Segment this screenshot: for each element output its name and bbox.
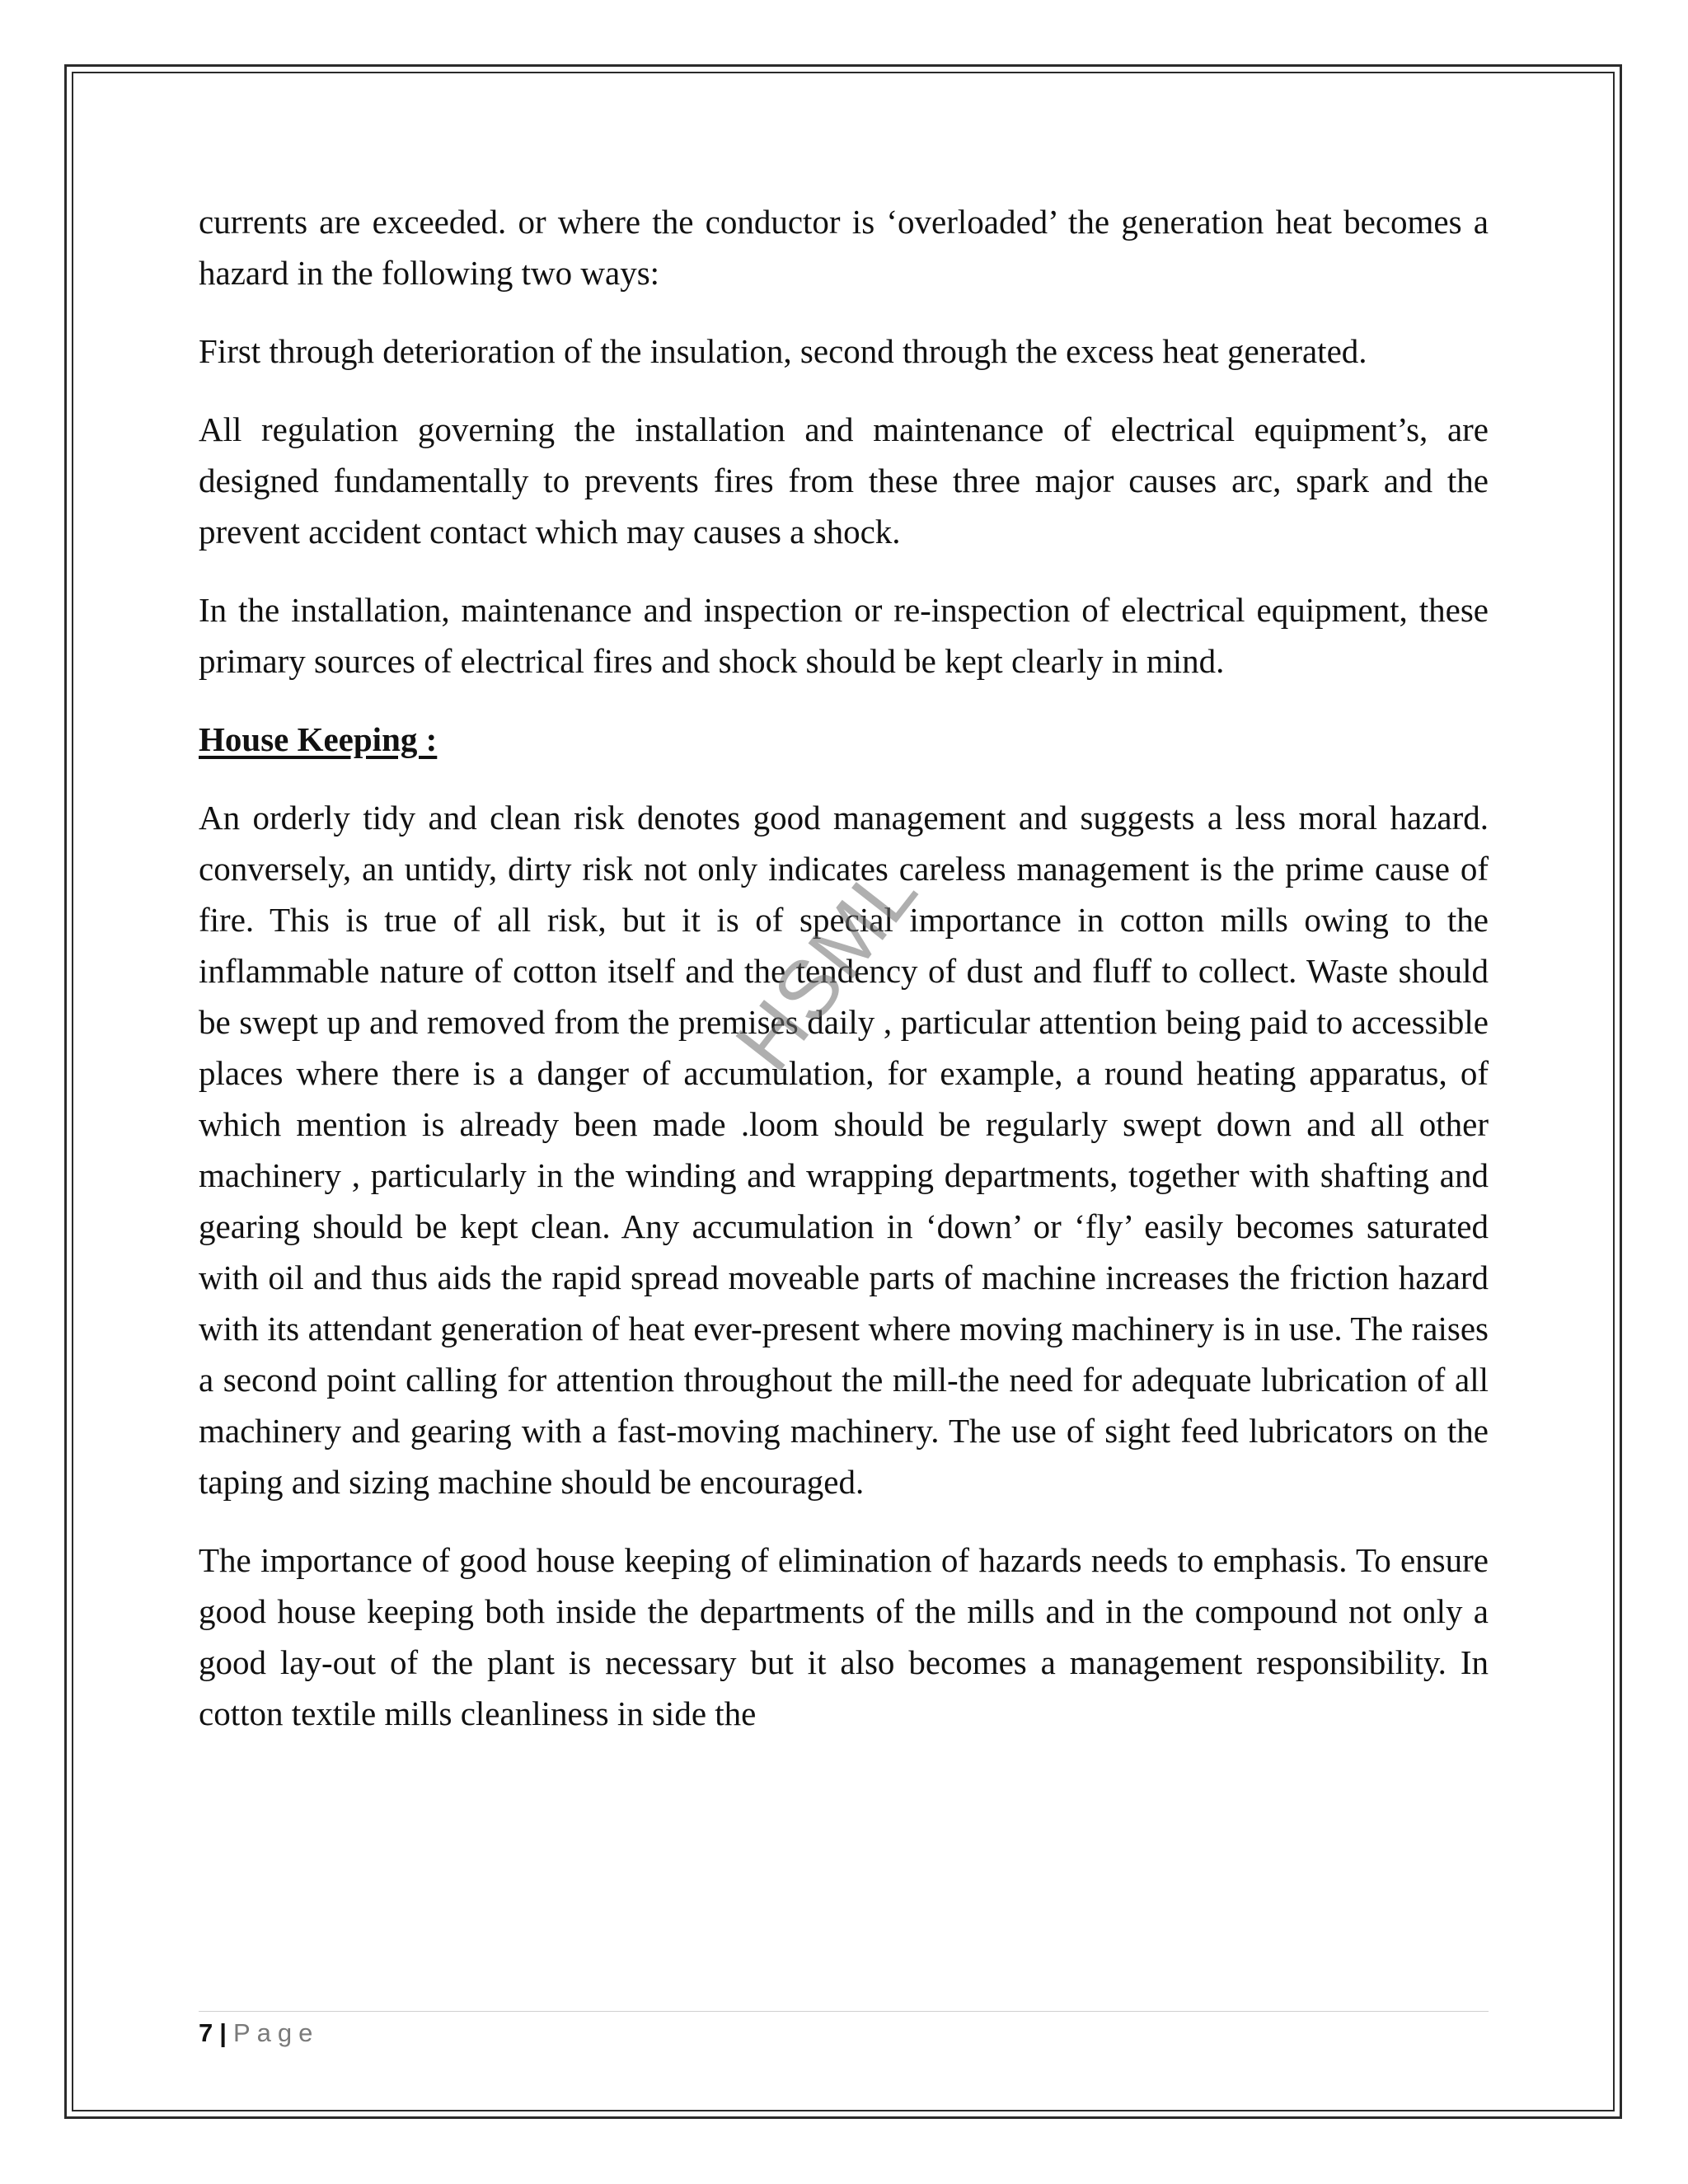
paragraph-inspection: In the installation, maintenance and inspection or re-inspection of electrical equipment, these primary sources of electrical fires and shock should be kept clearly in mind. bbox=[199, 591, 1489, 680]
section-heading-house-keeping: House Keeping : bbox=[199, 720, 438, 758]
page-number: 7 bbox=[199, 2018, 213, 2047]
footer-separator: | bbox=[219, 2018, 227, 2047]
paragraph-regulation: All regulation governing the installation and maintenance of electrical equipment’s, are designed fundamentally to prevents fires from these three major causes arc, spark and the prevent accident contact which may causes a shock. bbox=[199, 410, 1489, 551]
watermark: HSML bbox=[717, 845, 936, 1088]
paragraph-importance: The importance of good house keeping of elimination of hazards needs to emphasis. To ensure good house keeping both inside the departments of the mills and in the compound not only a good lay-out of the plant is necessary but it also becomes a management responsibility. In cotton textile mills cleanliness in side the bbox=[199, 1541, 1489, 1732]
page-label: Page bbox=[232, 2018, 320, 2047]
document-body bbox=[199, 196, 1489, 1766]
paragraph-deterioration: First through deterioration of the insulation, second through the excess heat generated. bbox=[199, 332, 1367, 370]
paragraph-overload: currents are exceeded. or where the conductor is ‘overloaded’ the generation heat becomes a hazard in the following two ways: bbox=[199, 203, 1489, 292]
paragraph-house-keeping: An orderly tidy and clean risk denotes good management and suggests a less moral hazard. conversely, an untidy, dirty risk not only indicates careless management is the prime cause of fire. This is true of all risk, but it is of special importance in cotton mills owing to the inflammable nature of cotton itself and the tendency of dust and fluff to collect. Waste should be swept up and removed from the premises daily , particular attention being paid to accessible places where there is a danger of accumulation, for example, a round heating apparatus, of which mention is already been made .loom should be regularly swept down and all other machinery , particularly in the winding and wrapping departments, together with shafting and gearing should be kept clean. Any accumulation in ‘down’ or ‘fly’ easily becomes saturated with oil and thus aids the rapid spread moveable parts of machine increases the friction hazard with its attendant generation of heat ever-present where moving machinery is in use. The raises a second point calling for attention throughout the mill-the need for adequate lubrication of all machinery and gearing with a fast-moving machinery. The use of sight feed lubricators on the taping and sizing machine should be encouraged. bbox=[199, 799, 1489, 1501]
page-footer bbox=[199, 2017, 319, 2050]
footer-divider bbox=[199, 2011, 1489, 2012]
